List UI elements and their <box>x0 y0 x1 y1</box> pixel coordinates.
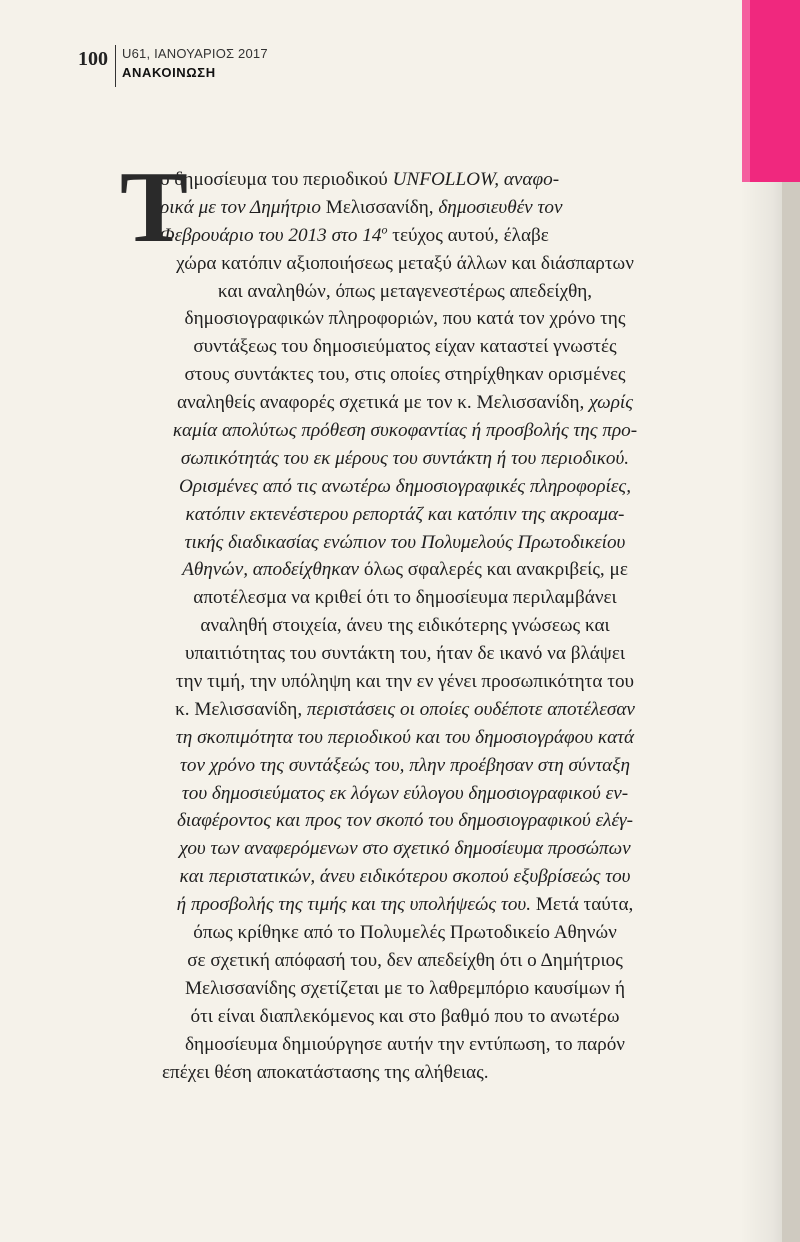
drop-cap: Τ <box>120 151 189 264</box>
article-text-segment: χώρα κατόπιν αξιοποιήσεως μεταξύ άλλων και διάσπαρτων <box>176 252 634 274</box>
article-line <box>120 250 690 278</box>
article-line <box>120 947 690 975</box>
article-text-segment: ο δημοσίευμα του περιοδικού <box>160 169 393 190</box>
article-text-segment: σωπικότητάς του εκ μέρους του συντάκτη ή του περιοδικού. <box>180 447 630 469</box>
article-line <box>120 584 690 612</box>
article-line <box>120 668 690 696</box>
article-line <box>120 975 690 1003</box>
header-divider <box>115 45 116 87</box>
article-text-segment: του δημοσιεύματος εκ λόγων εύλογου δημοσιογραφικού εν- <box>181 782 629 804</box>
article-line <box>120 305 690 333</box>
article-text-segment: αναφο- <box>499 169 560 190</box>
article-text-segment: σε σχετική απόφασή του, δεν απεδείχθη ότι ο Δημήτριος <box>187 949 623 971</box>
article-line <box>120 361 690 389</box>
article-text-segment: Ορισμένες από τις ανωτέρω δημοσιογραφικές πληροφορίες, <box>178 475 631 497</box>
article-text-segment: ρικά με τον Δημήτριο <box>160 196 326 218</box>
article-line <box>120 696 690 724</box>
article-line <box>120 501 690 529</box>
article-text-segment: αναληθείς αναφορές σχετικά με τον κ. Μελισσανίδη, <box>176 392 590 414</box>
next-page-edge <box>782 0 800 1242</box>
article-line <box>120 194 690 222</box>
article-line <box>120 612 690 640</box>
article-text-segment: περιστάσεις οι οποίες ουδέποτε αποτέλεσαν <box>306 698 635 720</box>
article-text-segment: υπαιτιότητας του συντάκτη του, ήταν δε ικανό να βλάψει <box>184 643 626 665</box>
article-line <box>120 1003 690 1031</box>
article-line <box>120 529 690 557</box>
article-line <box>120 1031 690 1059</box>
issue-line: U61, ΙΑΝΟΥΑΡΙΟΣ 2017 <box>122 46 268 61</box>
article-line <box>120 222 690 250</box>
article-text-segment: τεύχος αυτού, έλαβε <box>387 224 549 246</box>
header-text <box>122 45 268 83</box>
article-text-segment: αναληθή στοιχεία, άνευ της ειδικότερης γνώσεως και <box>200 615 610 637</box>
article-line <box>120 473 690 501</box>
article-text-segment: αποτέλεσμα να κριθεί ότι το δημοσίευμα περιλαμβάνει <box>193 587 617 609</box>
article-text-segment: καμία απολύτως πρόθεση συκοφαντίας ή προσβολής της προ- <box>172 420 638 442</box>
article-text-segment: όλως σφαλερές και ανακριβείς, με <box>363 559 628 581</box>
article-text-segment: τη σκοπιμότητα του περιοδικού και του δημοσιογράφου κατά <box>175 726 635 748</box>
article-text-segment: συντάξεως του δημοσιεύματος είχαν καταστεί γνωστές <box>193 336 617 358</box>
article-line <box>120 1059 690 1087</box>
article-text-segment: επέχει θέση αποκατάστασης της αλήθειας. <box>162 1061 489 1083</box>
article-text-segment: UNFOLLOW, <box>392 169 500 190</box>
article-text-segment: την τιμή, την υπόληψη και την εν γένει προσωπικότητα του <box>175 671 635 693</box>
article-text-segment: τικής διαδικασίας ενώπιον του Πολυμελούς Πρωτοδικείου <box>184 531 626 553</box>
article-body <box>120 151 690 1086</box>
article-line <box>120 556 690 584</box>
article-text-segment: Μετά ταύτα, <box>535 894 634 916</box>
article-line <box>120 166 690 194</box>
article-line <box>120 445 690 473</box>
article-line <box>120 807 690 835</box>
article-text-segment: και αναληθών, όπως μεταγενεστέρως απεδείχθη, <box>217 280 593 302</box>
article-text-segment: δημοσιευθέν τον <box>438 196 563 218</box>
article-text-segment: δημοσιογραφικών πληροφοριών, που κατά τον χρόνο της <box>184 308 626 330</box>
page-number: 100 <box>78 48 108 70</box>
article-text-segment: χωρίς <box>589 392 634 414</box>
section-label: ΑΝΑΚΟΙΝΩΣΗ <box>122 65 216 80</box>
page-header <box>78 45 268 87</box>
article-line <box>120 333 690 361</box>
article-text-segment: στους συντάκτες του, στις οποίες στηρίχθηκαν ορισμένες <box>184 364 626 386</box>
article-text-segment: Μελισσανίδης σχετίζεται με το λαθρεμπόριο καυσίμων ή <box>184 977 625 999</box>
article-text-segment: διαφέροντος και προς τον σκοπό του δημοσιογραφικού ελέγ- <box>176 810 633 832</box>
article-line <box>120 640 690 668</box>
article-line <box>120 752 690 780</box>
article-text-segment: κ. Μελισσανίδη, <box>175 698 307 720</box>
article-line <box>120 724 690 752</box>
article-line <box>120 417 690 445</box>
article-text-segment: ο <box>381 222 388 237</box>
article-text-segment: κατόπιν εκτενέστερου ρεπορτάζ και κατόπιν της ακροαμα- <box>185 503 625 525</box>
article-text-segment: Μελισσανίδη, <box>325 196 439 218</box>
article-text-segment: ή προσβολής της τιμής και της υπολήψεώς του. <box>176 894 536 916</box>
article-text-segment: Αθηνών, αποδείχθηκαν <box>182 559 364 581</box>
article-line <box>120 919 690 947</box>
article-line <box>120 780 690 808</box>
article-line <box>120 891 690 919</box>
article-line <box>120 863 690 891</box>
article-text-segment: Φεβρουάριο του 2013 στο 14 <box>160 224 382 246</box>
pink-sticky-tab <box>742 0 800 182</box>
article-text-segment: και περιστατικών, άνευ ειδικότερου σκοπού εξυβρίσεώς του <box>179 866 631 888</box>
article-text-segment: τον χρόνο της συντάξεώς του, πλην προέβησαν στη σύνταξη <box>180 754 630 776</box>
article-line <box>120 389 690 417</box>
article-text-segment: χου των αναφερόμενων στο σχετικό δημοσίευμα προσώπων <box>179 838 631 860</box>
article-line <box>120 835 690 863</box>
article-text-segment: δημοσίευμα δημιούργησε αυτήν την εντύπωση, το παρόν <box>185 1033 625 1055</box>
article-text-segment: όπως κρίθηκε από το Πολυμελές Πρωτοδικείο Αθηνών <box>193 922 617 944</box>
article-text-segment: ότι είναι διαπλεκόμενος και στο βαθμό που το ανωτέρω <box>190 1005 620 1027</box>
article-line <box>120 278 690 306</box>
